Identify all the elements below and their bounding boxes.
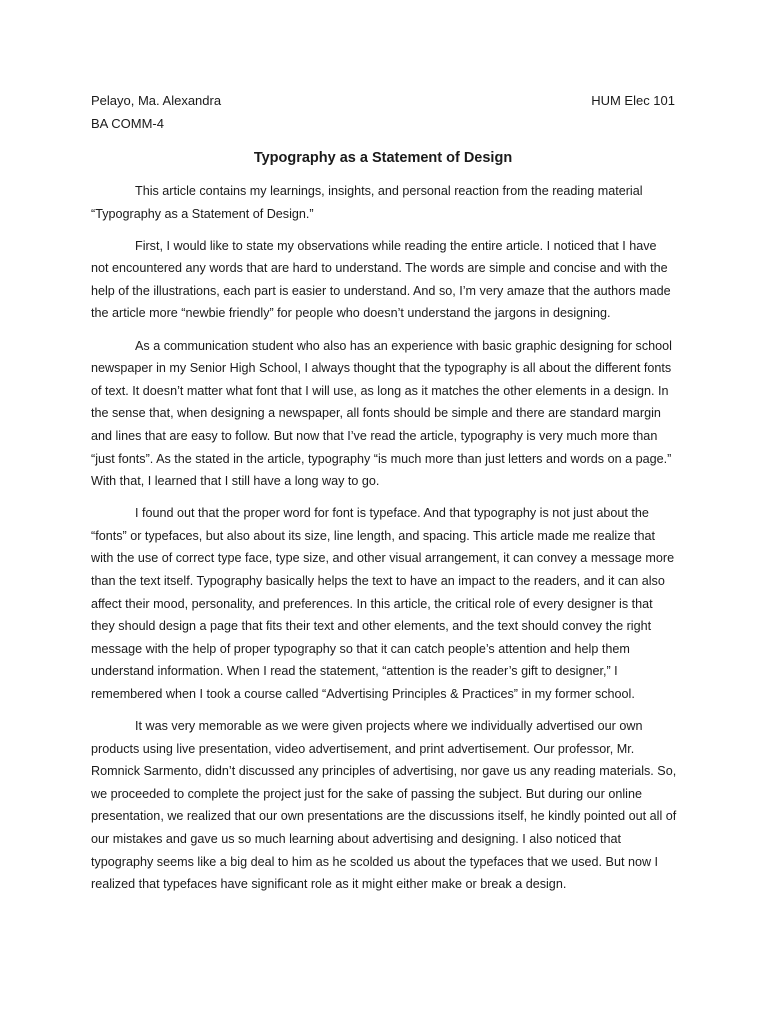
document-header <box>91 92 675 110</box>
paragraph-typeface: I found out that the proper word for font is typeface. And that typography is not just about the “fonts” or typefaces, but also about its size, line length, and spacing. This article made me realize that with the use of correct type face, type size, and other visual arrangement, it can convey a message more than the text itself. Typography basically helps the text to have an impact to the readers, and it can also affect their mood, personality, and preferences. In this article, the critical role of every designer is that they should design a page that fits their text and other elements, and the text should convey the right message with the help of proper typography so that it can catch people’s attention and help them understand information. When I read the statement, “attention is the reader’s gift to designer,” I remembered when I took a course called “Advertising Principles & Practices” in my former school. <box>91 506 675 701</box>
document-body <box>91 180 677 905</box>
document-title: Typography as a Statement of Design <box>253 150 513 166</box>
course-code: HUM Elec 101 <box>591 93 675 108</box>
author-name: Pelayo, Ma. Alexandra <box>91 93 222 108</box>
paragraph-experience: As a communication student who also has an experience with basic graphic designing for school newspaper in my Senior High School, I always thought that the typography is all about the different fonts of text. It doesn’t matter what font that I will use, as long as it matches the other elements in a design. In the sense that, when designing a newspaper, all fonts should be simple and there are standard margin and lines that are easy to follow. But now that I’ve read the article, typography is very much more than “just fonts”. As the stated in the article, typography “is much more than just letters and words on a page.” With that, I learned that I still have a long way to go. <box>91 338 672 489</box>
program-label: BA COMM-4 <box>91 116 164 131</box>
paragraph-memory: It was very memorable as we were given projects where we individually advertised our own products using live presentation, video advertisement, and print advertisement. Our professor, Mr. Romnick Sarmento, didn’t discussed any principles of advertising, nor gave us any reading materials. So, we proceeded to complete the project just for the sake of passing the subject. But during our online presentation, we realized that our own presentations are the discussions itself, he kindly pointed out all of our mistakes and gave us so much learning about advertising and designing. I also noticed that typography seems like a big deal to him as he scolded us about the typefaces that we used. But now I realized that typefaces have significant role as it might either make or break a design. <box>91 719 677 892</box>
paragraph-intro: This article contains my learnings, insights, and personal reaction from the reading material “Typography as a Statement of Design.” <box>91 184 643 221</box>
paragraph-observations: First, I would like to state my observations while reading the entire article. I noticed that I have not encountered any words that are hard to understand. The words are simple and concise and with the help of the illustrations, each part is easier to understand. And so, I’m very amaze that the authors made the article more “newbie friendly” for people who doesn’t understand the jargons in designing. <box>91 238 671 321</box>
